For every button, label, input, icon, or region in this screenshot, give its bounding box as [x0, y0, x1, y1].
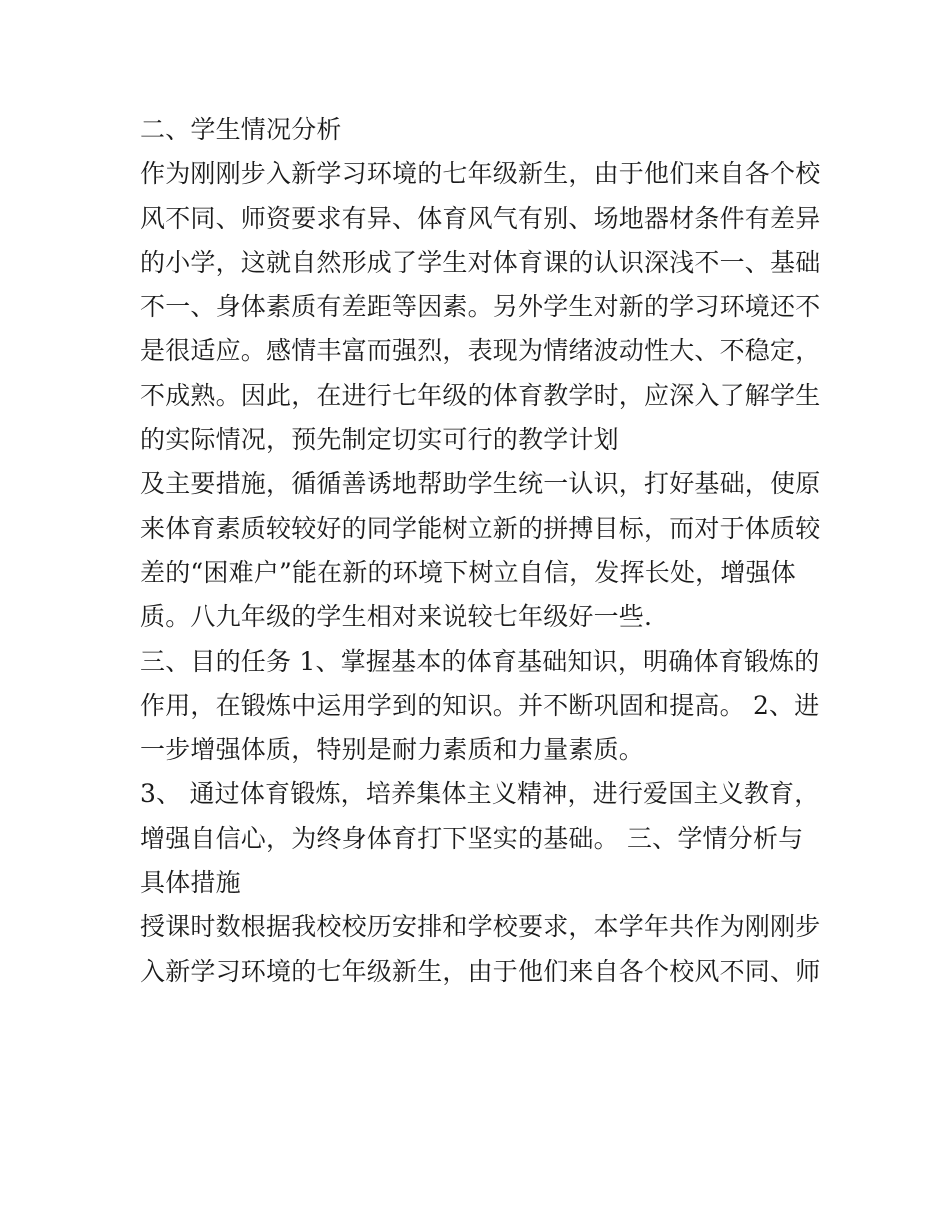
- heading-objectives: 三、目的任务 1、掌握基本的体育基础知识，明确体育锻炼的: [140, 646, 820, 676]
- text-line: 3、 通过体育锻炼，培养集体主义精神，进行爱国主义教育，: [140, 779, 820, 809]
- text-line: 不一、身体素质有差距等因素。另外学生对新的学习环境还不: [140, 292, 821, 322]
- text-line: 授课时数根据我校校历安排和学校要求，本学年共作为刚刚步: [140, 912, 821, 942]
- text-line: 一步增强体质，特别是耐力素质和力量素质。: [140, 735, 645, 765]
- text-line: 质。八九年级的学生相对来说较七年级好一些.: [140, 602, 653, 632]
- text-line: 来体育素质较较好的同学能树立新的拼搏目标，而对于体质较: [140, 513, 821, 543]
- text-line: 的小学，这就自然形成了学生对体育课的认识深浅不一、基础: [140, 247, 821, 277]
- text-line: 作为刚刚步入新学习环境的七年级新生，由于他们来自各个校: [140, 159, 821, 189]
- text-line: 是很适应。感情丰富而强烈，表现为情绪波动性大、不稳定，: [140, 336, 821, 366]
- text-line: 入新学习环境的七年级新生，由于他们来自各个校风不同、师: [140, 956, 821, 986]
- text-line: 不成熟。因此，在进行七年级的体育教学时，应深入了解学生: [140, 380, 821, 410]
- text-line: 风不同、师资要求有异、体育风气有别、场地器材条件有差异: [140, 203, 821, 233]
- text-line: 增强自信心，为终身体育打下坚实的基础。 三、学情分析与: [140, 823, 804, 853]
- text-line: 具体措施: [140, 868, 241, 898]
- text-line: 作用，在锻炼中运用学到的知识。并不断巩固和提高。 2、进: [140, 690, 820, 720]
- text-line: 差的“困难户”能在新的环境下树立自信，发挥长处，增强体: [140, 557, 796, 587]
- text-line: 及主要措施，循循善诱地帮助学生统一认识，打好基础，使原: [140, 469, 821, 499]
- text-line: 的实际情况，预先制定切实可行的教学计划: [140, 425, 619, 455]
- heading-student-analysis: 二、学生情况分析: [140, 115, 342, 144]
- document-body: [140, 108, 820, 994]
